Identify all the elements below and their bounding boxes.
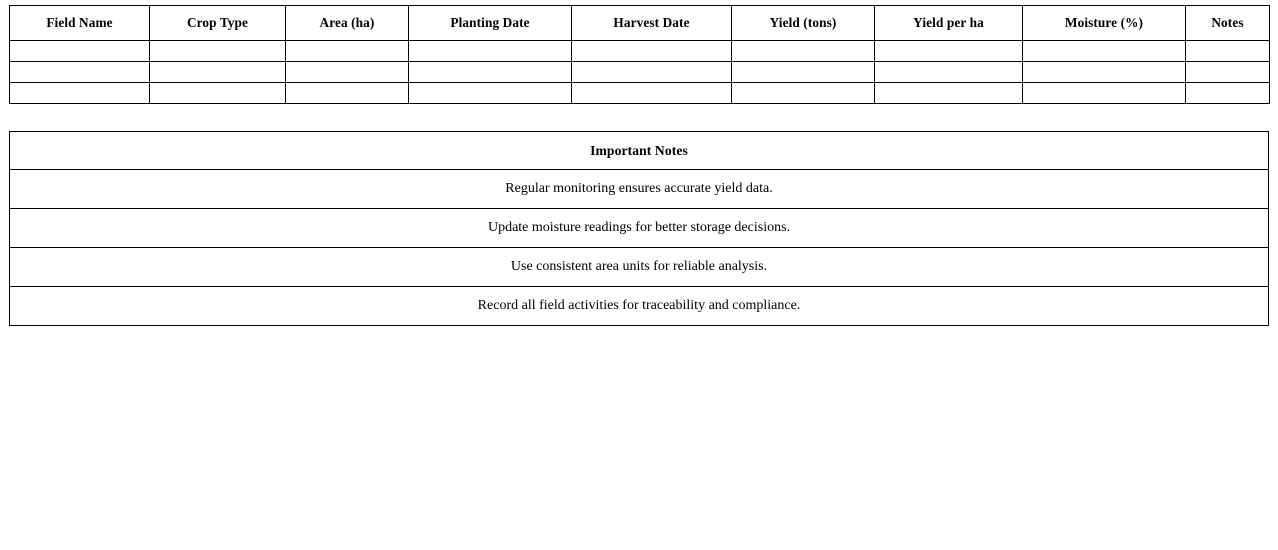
cell-yield-per-ha[interactable]: [875, 83, 1023, 104]
note-item-4: Record all field activities for traceability and compliance.: [10, 287, 1269, 326]
list-item: [10, 170, 1269, 209]
table-row: [10, 62, 1270, 83]
cell-area[interactable]: [286, 83, 409, 104]
note-item-3: Use consistent area units for reliable analysis.: [10, 248, 1269, 287]
important-notes-heading: Important Notes: [10, 132, 1269, 170]
cell-crop-type[interactable]: [150, 41, 286, 62]
cell-crop-type[interactable]: [150, 62, 286, 83]
cell-yield-per-ha[interactable]: [875, 62, 1023, 83]
note-item-2: Update moisture readings for better storage decisions.: [10, 209, 1269, 248]
cell-field-name[interactable]: [10, 41, 150, 62]
cell-yield-tons[interactable]: [732, 83, 875, 104]
cell-area[interactable]: [286, 41, 409, 62]
cell-planting-date[interactable]: [409, 62, 572, 83]
list-item: [10, 209, 1269, 248]
cell-harvest-date[interactable]: [572, 41, 732, 62]
cell-yield-per-ha[interactable]: [875, 41, 1023, 62]
column-header-field-name: Field Name: [10, 6, 150, 41]
cell-moisture[interactable]: [1023, 83, 1186, 104]
list-item: [10, 248, 1269, 287]
table-row: [10, 41, 1270, 62]
important-notes-table: [9, 131, 1269, 326]
column-header-yield-tons: Yield (tons): [732, 6, 875, 41]
note-item-1: Regular monitoring ensures accurate yield data.: [10, 170, 1269, 209]
cell-notes[interactable]: [1186, 62, 1270, 83]
column-header-planting-date: Planting Date: [409, 6, 572, 41]
table-header-row: [10, 6, 1270, 41]
cell-notes[interactable]: [1186, 41, 1270, 62]
cell-moisture[interactable]: [1023, 62, 1186, 83]
cell-harvest-date[interactable]: [572, 83, 732, 104]
table-row: [10, 83, 1270, 104]
crop-harvest-record-table: [9, 5, 1270, 104]
list-item: [10, 287, 1269, 326]
cell-yield-tons[interactable]: [732, 62, 875, 83]
cell-field-name[interactable]: [10, 62, 150, 83]
cell-moisture[interactable]: [1023, 41, 1186, 62]
column-header-harvest-date: Harvest Date: [572, 6, 732, 41]
notes-header-row: [10, 132, 1269, 170]
cell-crop-type[interactable]: [150, 83, 286, 104]
column-header-crop-type: Crop Type: [150, 6, 286, 41]
column-header-moisture: Moisture (%): [1023, 6, 1186, 41]
column-header-notes: Notes: [1186, 6, 1270, 41]
cell-yield-tons[interactable]: [732, 41, 875, 62]
cell-area[interactable]: [286, 62, 409, 83]
column-header-yield-per-ha: Yield per ha: [875, 6, 1023, 41]
cell-harvest-date[interactable]: [572, 62, 732, 83]
cell-planting-date[interactable]: [409, 83, 572, 104]
cell-planting-date[interactable]: [409, 41, 572, 62]
cell-field-name[interactable]: [10, 83, 150, 104]
cell-notes[interactable]: [1186, 83, 1270, 104]
column-header-area: Area (ha): [286, 6, 409, 41]
